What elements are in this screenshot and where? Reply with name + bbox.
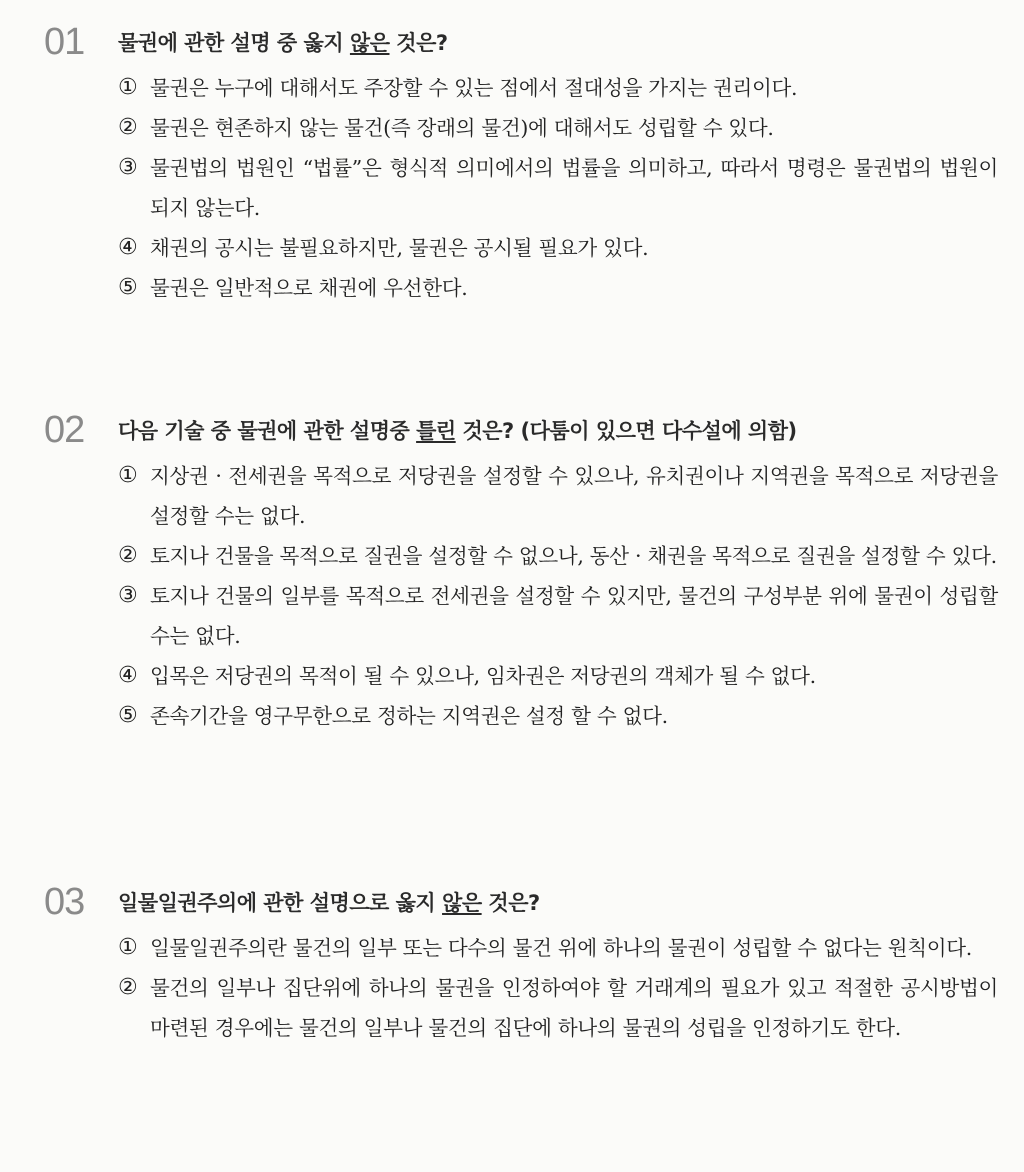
option-text: 물권은 누구에 대해서도 주장할 수 있는 점에서 절대성을 가지는 권리이다. — [150, 76, 798, 100]
option-marker: ③ — [118, 583, 138, 608]
option-5 — [118, 696, 998, 736]
stem-text-end: 것은? — [481, 891, 540, 915]
option-marker: ① — [118, 75, 138, 100]
stem-text: 물권에 관한 설명 중 옳지 — [118, 31, 350, 55]
option-marker: ② — [118, 543, 138, 568]
question-number: 01 — [44, 21, 85, 63]
option-2 — [118, 968, 998, 1048]
option-3 — [118, 576, 998, 656]
question-stem — [118, 888, 540, 918]
option-text: 물권은 현존하지 않는 물건(즉 장래의 물건)에 대해서도 성립할 수 있다. — [150, 116, 774, 140]
option-marker: ① — [118, 935, 138, 960]
stem-text: 일물일권주의에 관한 설명으로 옳지 — [118, 891, 443, 915]
option-text: 물건의 일부나 집단위에 하나의 물권을 인정하여야 할 거래계의 필요가 있고 적절한 공시방법이 마련된 경우에는 물건의 일부나 물건의 집단에 하나의 물권의 성립을 인정하기도 한다. — [150, 976, 998, 1040]
option-list — [118, 456, 998, 736]
stem-emphasis: 않은 — [442, 891, 482, 915]
option-2 — [118, 536, 998, 576]
option-marker: ① — [118, 463, 138, 488]
option-marker: ④ — [118, 663, 138, 688]
option-text: 토지나 건물의 일부를 목적으로 전세권을 설정할 수 있지만, 물건의 구성부분 위에 물권이 성립할 수는 없다. — [150, 584, 998, 648]
option-1 — [118, 68, 998, 108]
stem-emphasis: 않은 — [349, 31, 390, 55]
option-marker: ⑤ — [118, 275, 138, 300]
stem-emphasis: 틀린 — [416, 419, 456, 443]
option-list — [118, 68, 998, 308]
option-1 — [118, 456, 998, 536]
option-text: 채권의 공시는 불필요하지만, 물권은 공시될 필요가 있다. — [150, 236, 649, 260]
stem-text: 다음 기술 중 물권에 관한 설명중 — [118, 419, 417, 443]
stem-text-end: 것은? (다툼이 있으면 다수설에 의함) — [455, 419, 797, 443]
option-3 — [118, 148, 998, 228]
option-text: 존속기간을 영구무한으로 정하는 지역권은 설정 할 수 없다. — [150, 704, 668, 728]
option-text: 토지나 건물을 목적으로 질권을 설정할 수 없으나, 동산 · 채권을 목적으로 질권을 설정할 수 있다. — [150, 544, 997, 568]
option-text: 물권법의 법원인 “법률”은 형식적 의미에서의 법률을 의미하고, 따라서 명령은 물권법의 법원이 되지 않는다. — [150, 156, 998, 220]
option-4 — [118, 656, 998, 696]
option-marker: ④ — [118, 235, 138, 260]
option-marker: ② — [118, 115, 138, 140]
option-text: 물권은 일반적으로 채권에 우선한다. — [150, 276, 468, 300]
question-stem — [118, 416, 797, 446]
option-marker: ⑤ — [118, 703, 138, 728]
option-text: 일물일권주의란 물건의 일부 또는 다수의 물건 위에 하나의 물권이 성립할 수 없다는 원칙이다. — [150, 936, 972, 960]
option-5 — [118, 268, 998, 308]
option-marker: ③ — [118, 155, 138, 180]
option-1 — [118, 928, 998, 968]
question-stem — [118, 28, 448, 58]
option-marker: ② — [118, 975, 138, 1000]
option-text: 입목은 저당권의 목적이 될 수 있으나, 임차권은 저당권의 객체가 될 수 없다. — [150, 664, 816, 688]
option-list — [118, 928, 998, 1048]
option-4 — [118, 228, 998, 268]
question-number: 02 — [44, 409, 85, 451]
stem-text-end: 것은? — [389, 31, 448, 55]
question-number: 03 — [44, 881, 85, 923]
option-text: 지상권 · 전세권을 목적으로 저당권을 설정할 수 있으나, 유치권이나 지역권을 목적으로 저당권을 설정할 수는 없다. — [150, 464, 998, 528]
option-2 — [118, 108, 998, 148]
